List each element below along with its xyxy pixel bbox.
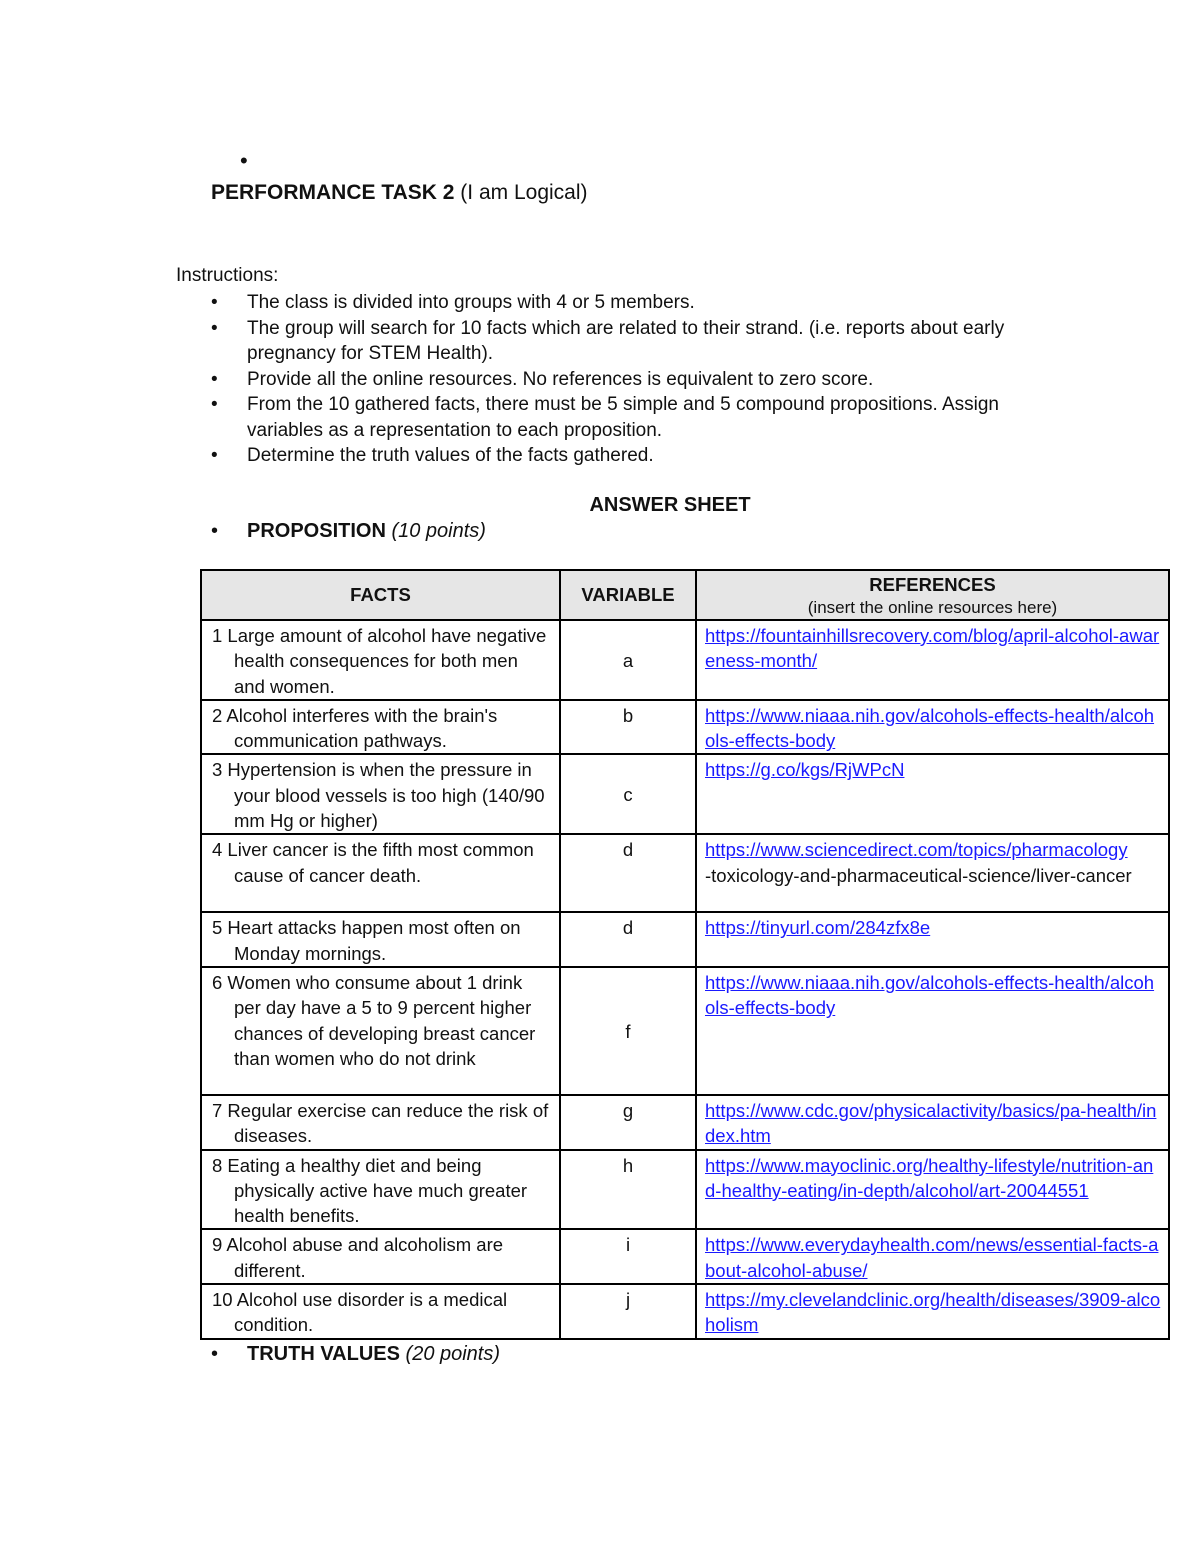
fact-cell: 8 Eating a healthy diet and being physically active have much greater health benefits.	[201, 1150, 560, 1230]
table-row	[201, 700, 1169, 755]
bullet-icon: •	[211, 368, 218, 390]
fact-cell: 1 Large amount of alcohol have negative health consequences for both men and women.	[201, 620, 560, 700]
reference-link[interactable]: https://www.niaaa.nih.gov/alcohols-effects-health/alcohols-effects-body	[705, 704, 1155, 752]
header-facts: FACTS	[201, 570, 560, 620]
top-bullet: •	[240, 148, 248, 173]
reference-link[interactable]: https://www.cdc.gov/physicalactivity/basics/pa-health/index.htm	[705, 1099, 1157, 1147]
reference-link[interactable]: https://www.mayoclinic.org/healthy-lifestyle/nutrition-and-healthy-eating/in-depth/alcohol/art-20044551	[705, 1154, 1154, 1201]
instruction-item: • From the 10 gathered facts, there must be 5 simple and 5 compound propositions. Assign variables as a representation to each proposition.	[211, 394, 999, 441]
reference-link[interactable]: https://tinyurl.com/284zfx8e	[705, 917, 931, 939]
table-row	[201, 754, 1169, 834]
reference-link[interactable]: https://my.clevelandclinic.org/health/diseases/3909-alcoholism	[705, 1289, 1161, 1336]
reference-link[interactable]: https://fountainhillsrecovery.com/blog/april-alcohol-awareness-month/	[705, 625, 1160, 672]
fact-cell: 3 Hypertension is when the pressure in your blood vessels is too high (140/90 mm Hg or higher)	[201, 754, 560, 834]
variable-cell: i	[560, 1229, 696, 1284]
reference-cell	[696, 967, 1169, 1095]
variable-cell: h	[560, 1150, 696, 1230]
header-variable: VARIABLE	[560, 570, 696, 620]
table-row	[201, 1150, 1169, 1230]
title-subtitle: (I am Logical)	[454, 181, 588, 204]
instruction-item: • The group will search for 10 facts which are related to their strand. (i.e. reports about early pregnancy for STEM Health).	[211, 317, 1005, 364]
variable-cell: d	[560, 834, 696, 912]
table-row	[201, 834, 1169, 912]
truth-values-heading: • TRUTH VALUES (20 points)	[211, 1343, 501, 1365]
fact-cell: 6 Women who consume about 1 drink per day have a 5 to 9 percent higher chances of developing breast cancer than women who do not drink	[201, 967, 560, 1095]
fact-cell: 10 Alcohol use disorder is a medical condition.	[201, 1284, 560, 1339]
bullet-icon: •	[211, 1343, 219, 1365]
bullet-icon: •	[211, 445, 218, 466]
variable-cell: b	[560, 700, 696, 755]
answer-table	[200, 569, 1170, 1340]
instruction-item: • The class is divided into groups with 4 or 5 members.	[205, 290, 1025, 316]
reference-cell	[696, 912, 1169, 967]
instructions-label: Instructions:	[176, 265, 279, 286]
variable-cell: f	[560, 967, 696, 1095]
variable-cell: a	[560, 620, 696, 700]
reference-cell	[696, 1095, 1169, 1150]
bullet-icon: •	[211, 520, 219, 542]
reference-link[interactable]: https://www.niaaa.nih.gov/alcohols-effects-health/alcohols-effects-body	[705, 971, 1155, 1019]
variable-cell: g	[560, 1095, 696, 1150]
header-references: REFERENCES (insert the online resources here)	[696, 570, 1169, 620]
table-row	[201, 967, 1169, 1095]
fact-cell: 4 Liver cancer is the fifth most common cause of cancer death.	[201, 834, 560, 912]
bullet-icon: •	[211, 394, 218, 415]
fact-cell: 2 Alcohol interferes with the brain's communication pathways.	[201, 700, 560, 755]
fact-cell: 7 Regular exercise can reduce the risk of diseases.	[201, 1095, 560, 1150]
proposition-heading: • PROPOSITION (10 points)	[211, 520, 486, 542]
table-row	[201, 1095, 1169, 1150]
reference-cell	[696, 1284, 1169, 1339]
reference-cell	[696, 700, 1169, 755]
reference-text: -toxicology-and-pharmaceutical-science/liver-cancer	[705, 864, 1132, 886]
table-row	[201, 912, 1169, 967]
reference-cell	[696, 1229, 1169, 1284]
reference-cell	[696, 620, 1169, 700]
table-row	[201, 1229, 1169, 1284]
reference-link[interactable]: https://www.sciencedirect.com/topics/pharmacology	[705, 839, 1128, 861]
page-title	[211, 181, 588, 205]
header-references-sub: (insert the online resources here)	[807, 597, 1058, 617]
fact-cell: 5 Heart attacks happen most often on Monday mornings.	[201, 912, 560, 967]
title-bold: PERFORMANCE TASK 2	[211, 181, 455, 204]
reference-cell	[696, 1150, 1169, 1230]
reference-cell	[696, 834, 1169, 912]
answer-sheet-title: ANSWER SHEET	[589, 494, 751, 516]
fact-cell: 9 Alcohol abuse and alcoholism are different.	[201, 1229, 560, 1284]
variable-cell: j	[560, 1284, 696, 1339]
bullet-icon: •	[211, 292, 218, 313]
variable-cell: d	[560, 912, 696, 967]
bullet-icon: •	[211, 317, 218, 339]
reference-cell	[696, 754, 1169, 834]
instructions-list	[205, 290, 1025, 469]
table-header-row	[201, 570, 1169, 620]
instruction-item: • Determine the truth values of the facts gathered.	[205, 443, 1025, 469]
instruction-item: • Provide all the online resources. No references is equivalent to zero score.	[205, 367, 1025, 393]
reference-link[interactable]: https://www.everydayhealth.com/news/essential-facts-about-alcohol-abuse/	[705, 1234, 1159, 1281]
table-row	[201, 620, 1169, 700]
reference-link[interactable]: https://g.co/kgs/RjWPcN	[705, 759, 905, 781]
variable-cell: c	[560, 754, 696, 834]
table-row	[201, 1284, 1169, 1339]
